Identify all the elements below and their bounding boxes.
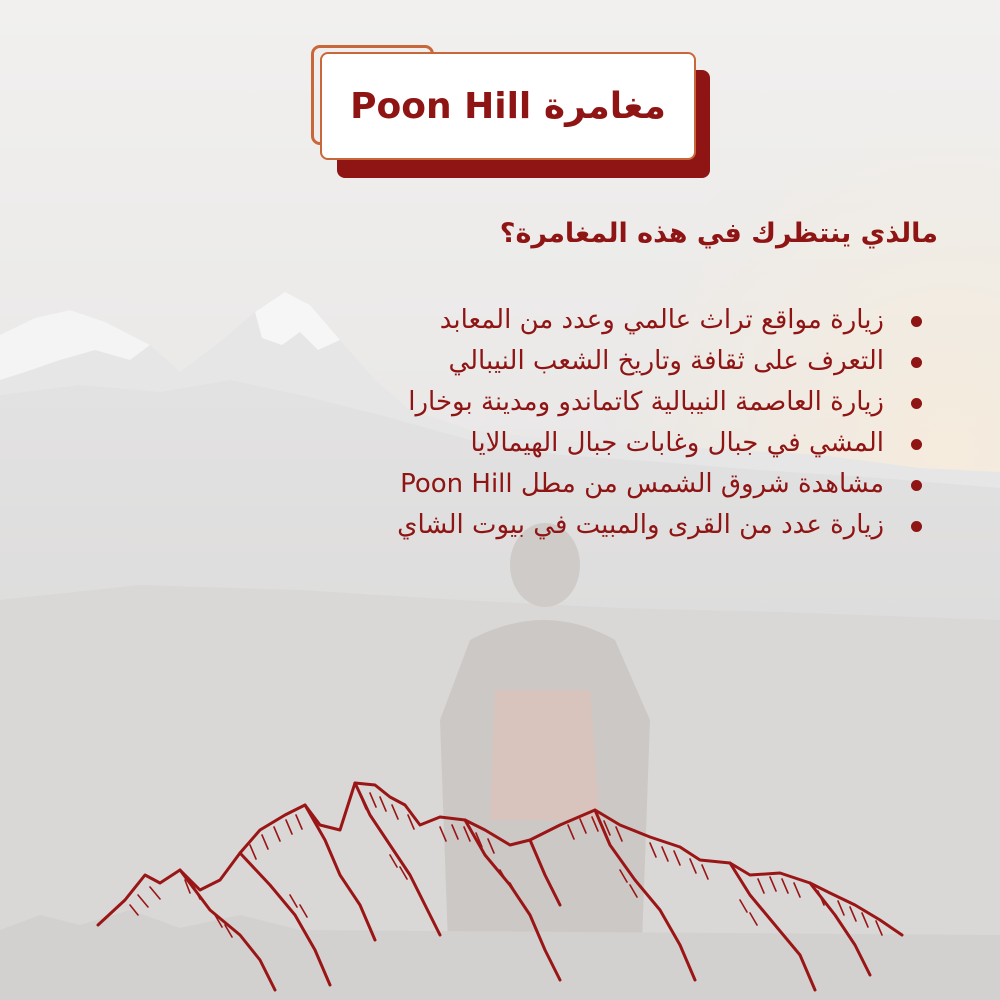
list-item-text: زيارة العاصمة النيبالية كاتماندو ومدينة بوخارا [408, 387, 884, 417]
list-item [397, 300, 922, 341]
bullet-icon [911, 439, 922, 450]
list-item-text: مشاهدة شروق الشمس من مطل Poon Hill [400, 469, 884, 499]
list-item [397, 464, 922, 505]
list-item [397, 423, 922, 464]
list-item [397, 505, 922, 546]
title-card [320, 52, 696, 160]
list-item-text: زيارة مواقع تراث عالمي وعدد من المعابد [439, 305, 884, 335]
list-item [397, 382, 922, 423]
mountain-sketch-icon [90, 775, 910, 1000]
list-item-text: المشي في جبال وغابات جبال الهيمالايا [470, 428, 884, 458]
page-title: مغامرة Poon Hill [350, 85, 666, 127]
bullet-icon [911, 398, 922, 409]
list-item-text: زيارة عدد من القرى والمبيت في بيوت الشاي [397, 510, 884, 540]
bullet-icon [911, 316, 922, 327]
bullet-icon [911, 357, 922, 368]
feature-list [397, 300, 922, 546]
bullet-icon [911, 521, 922, 532]
list-item [397, 341, 922, 382]
section-question: مالذي ينتظرك في هذه المغامرة؟ [499, 218, 938, 249]
list-item-text: التعرف على ثقافة وتاريخ الشعب النيبالي [448, 346, 884, 376]
bullet-icon [911, 480, 922, 491]
